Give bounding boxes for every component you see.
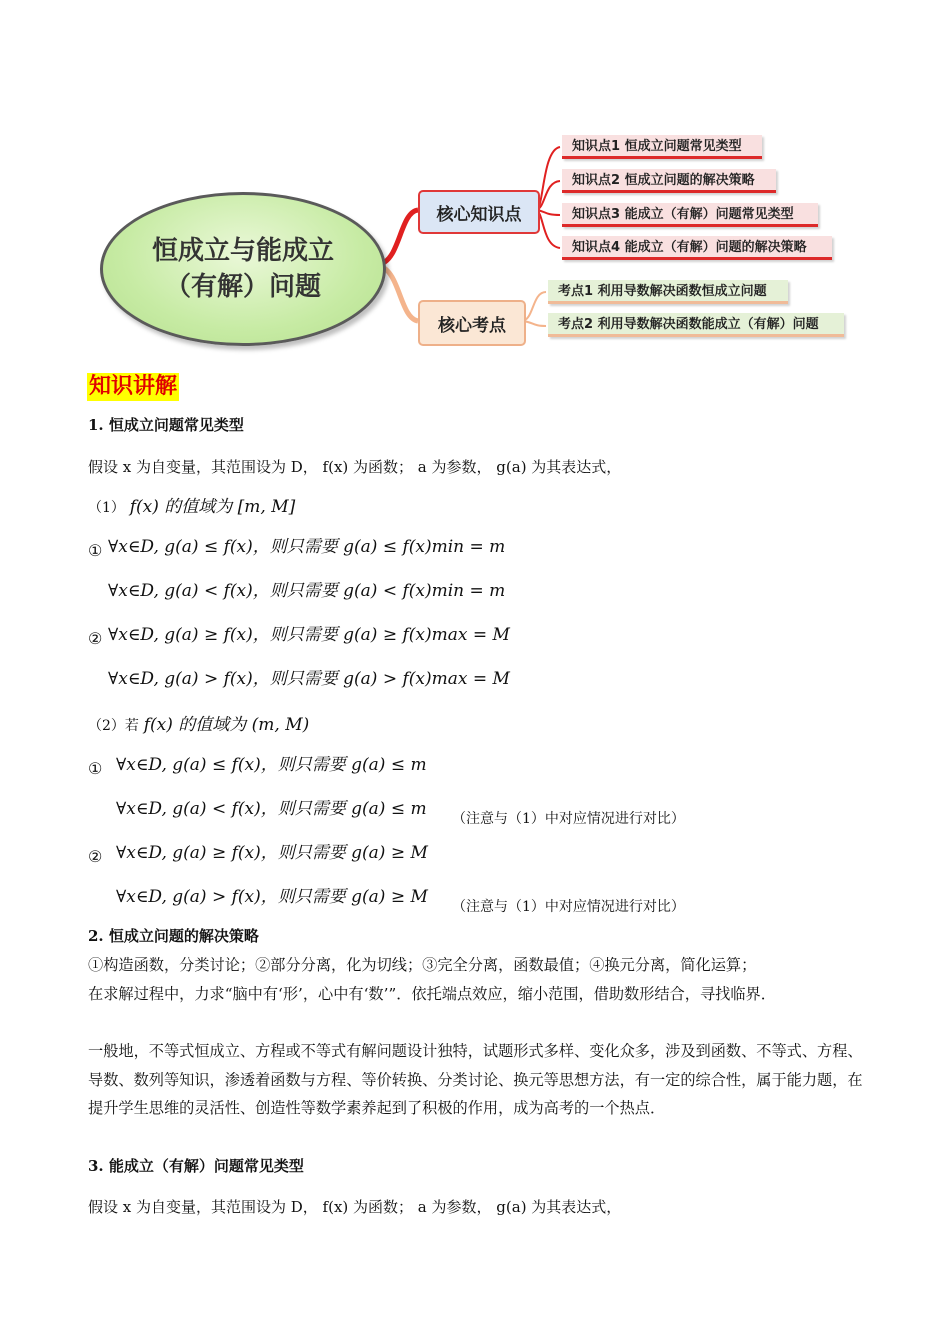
s1-rule-1a: ∀x∈D, g(a) ≤ f(x)，则只需要 g(a) ≤ f(x)min = m (108, 537, 506, 557)
s1-case2 (88, 714, 309, 737)
s3-intro: 假设 x 为自变量，其范围设为 D， f(x) 为函数； a 为参数， g(a) 为其表达式， (88, 1198, 622, 1216)
s1-heading: 1. 恒成立问题常见类型 (88, 416, 244, 434)
s1-rule-2a: ∀x∈D, g(a) ≤ f(x)，则只需要 g(a) ≤ m (116, 755, 427, 775)
s2-p2: 在求解过程中，力求“脑中有‘形’，心中有‘数’”．依托端点效应，缩小范围，借助数形结合，寻找临界． (88, 985, 776, 1003)
s1-case1-label: （1） (88, 500, 125, 516)
s1-rule-2b: ∀x∈D, g(a) < f(x)，则只需要 g(a) ≤ m (116, 799, 427, 819)
s1-rule-2d: ∀x∈D, g(a) > f(x)，则只需要 g(a) ≥ M (116, 887, 428, 907)
s1-r1c-num: ② (88, 629, 103, 648)
s1-r2a-num: ① (88, 759, 103, 778)
exam-item-2: 考点2 利用导数解决函数能成立（有解）问题 (548, 313, 844, 337)
s2-p1: ①构造函数，分类讨论；②部分分离，化为切线；③完全分离，函数最值；④换元分离，简化运算； (88, 956, 757, 974)
s2-heading: 2. 恒成立问题的解决策略 (88, 927, 259, 945)
s1-rule-1b: ∀x∈D, g(a) < f(x)，则只需要 g(a) < f(x)min = m (108, 581, 506, 601)
s2-p3: 一般地，不等式恒成立、方程或不等式有解问题设计独特，试题形式多样、变化众多，涉及到函数、不等式、方程、导数、数列等知识，渗透着函数与方程、等价转换、分类讨论、换元等思想方法，有一定的综合性，属于能力题，在提升学生思维的灵活性、创造性等数学素养起到了积极的作用，成为高考的一个热点． (88, 1042, 863, 1117)
s1-rule-2b-note: （注意与（1）中对应情况进行对比） (452, 811, 685, 827)
section-title: 知识讲解 (89, 374, 178, 399)
s1-r2c-num: ② (88, 847, 103, 866)
s1-rule-1c: ∀x∈D, g(a) ≥ f(x)，则只需要 g(a) ≥ f(x)max = M (108, 625, 510, 645)
s1-case1 (88, 496, 295, 519)
hub-exam: 核心考点 (418, 300, 526, 346)
hub-knowledge: 核心知识点 (418, 190, 540, 234)
s1-case2-text: f(x) 的值域为 (m, M) (143, 715, 310, 735)
s1-intro: 假设 x 为自变量，其范围设为 D， f(x) 为函数； a 为参数， g(a) 为其表达式， (88, 458, 622, 476)
s1-case2-label: （2）若 (88, 718, 139, 734)
s1-rule-2d-note: （注意与（1）中对应情况进行对比） (452, 899, 685, 915)
s3-heading: 3. 能成立（有解）问题常见类型 (88, 1157, 304, 1175)
exam-item-1: 考点1 利用导数解决函数恒成立问题 (548, 280, 788, 304)
s1-r1a-num: ① (88, 541, 103, 560)
s1-rule-1d: ∀x∈D, g(a) > f(x)，则只需要 g(a) > f(x)max = M (108, 669, 510, 689)
knowledge-item-4: 知识点4 能成立（有解）问题的解决策略 (562, 236, 832, 260)
knowledge-item-2: 知识点2 恒成立问题的解决策略 (562, 169, 776, 193)
main-topic-line1: 恒成立与能成立 (151, 236, 334, 266)
knowledge-item-1: 知识点1 恒成立问题常见类型 (562, 135, 762, 159)
s1-rule-2c: ∀x∈D, g(a) ≥ f(x)，则只需要 g(a) ≥ M (116, 843, 428, 863)
knowledge-item-3: 知识点3 能成立（有解）问题常见类型 (562, 203, 818, 227)
s1-case1-text: f(x) 的值域为 [m, M] (129, 497, 296, 517)
main-topic-line2: （有解）问题 (164, 272, 321, 302)
mindmap-main-topic (100, 192, 386, 346)
